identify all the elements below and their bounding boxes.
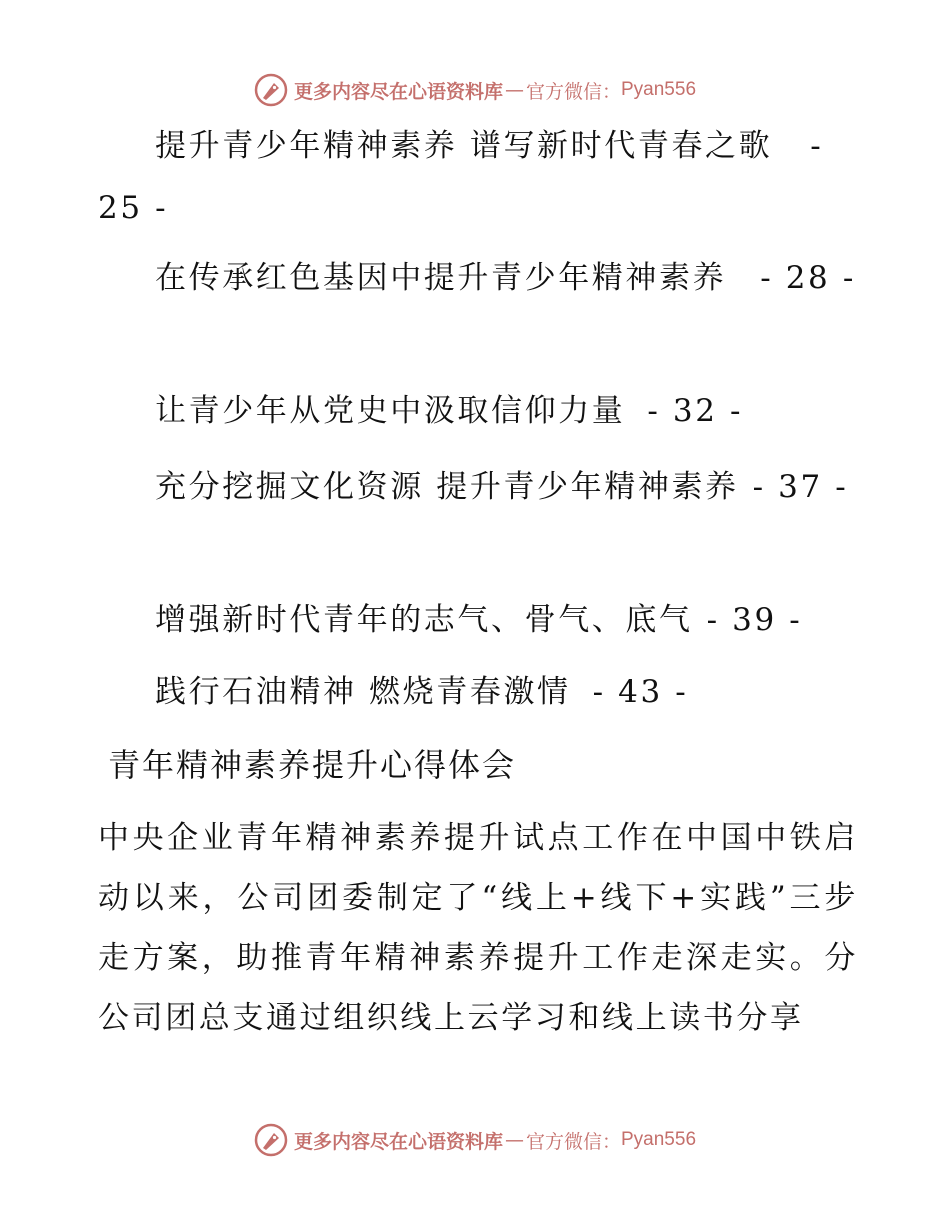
- toc-entry[interactable]: [98, 247, 858, 309]
- body-paragraph: 中央企业青年精神素养提升试点工作在中国中铁启动以来，公司团委制定了“线上+线下+实践”三步走方案，助推青年精神素养提升工作走深走实。分公司团总支通过组织线上云学习和线上读书分享: [98, 820, 858, 1036]
- toc-entry-page: - 25 -: [98, 128, 824, 226]
- toc-entry[interactable]: [98, 380, 858, 442]
- watermark-wechat-id: Pyan556: [621, 1129, 697, 1150]
- toc-entry-page: - 28 -: [760, 260, 856, 296]
- toc-entry-title: 增强新时代青年的志气、骨气、底气: [155, 602, 693, 638]
- watermark-separator: —: [504, 79, 524, 101]
- toc-entry-title: 充分挖掘文化资源 提升青少年精神素养: [155, 469, 739, 505]
- section-heading: 青年精神素养提升心得体会: [108, 746, 517, 784]
- watermark-separator: —: [504, 1129, 524, 1151]
- watermark-wechat-label: 官方微信：: [525, 80, 621, 103]
- watermark-brand: 更多内容尽在心语资料库: [293, 1130, 503, 1153]
- toc-entry[interactable]: [98, 589, 858, 651]
- watermark-wechat-label: 官方微信：: [525, 1130, 621, 1153]
- watermark-wechat-id: Pyan556: [621, 79, 697, 100]
- toc-entry-title: 提升青少年精神素养 谱写新时代青春之歌: [155, 128, 773, 164]
- toc-entry-page: - 43 -: [592, 674, 689, 710]
- toc-entry-title: 让青少年从党史中汲取信仰力量: [155, 393, 626, 429]
- toc-entry[interactable]: [98, 456, 858, 518]
- watermark-brand: 更多内容尽在心语资料库: [293, 80, 503, 103]
- pen-nib-logo-icon: [254, 1123, 288, 1157]
- page-footer-watermark: [0, 1120, 950, 1160]
- toc-entry-page: - 37 -: [752, 469, 849, 505]
- toc-entry-page: - 39 -: [706, 602, 803, 638]
- toc-entry-page: - 32 -: [647, 393, 744, 429]
- pen-nib-logo-icon: [254, 73, 288, 107]
- page-header-watermark: [0, 70, 950, 110]
- toc-entry-title: 在传承红色基因中提升青少年精神素养: [155, 260, 727, 296]
- toc-entry-title: 践行石油精神 燃烧青春激情: [155, 674, 571, 710]
- toc-entry[interactable]: [98, 115, 858, 239]
- toc-entry[interactable]: [98, 661, 858, 723]
